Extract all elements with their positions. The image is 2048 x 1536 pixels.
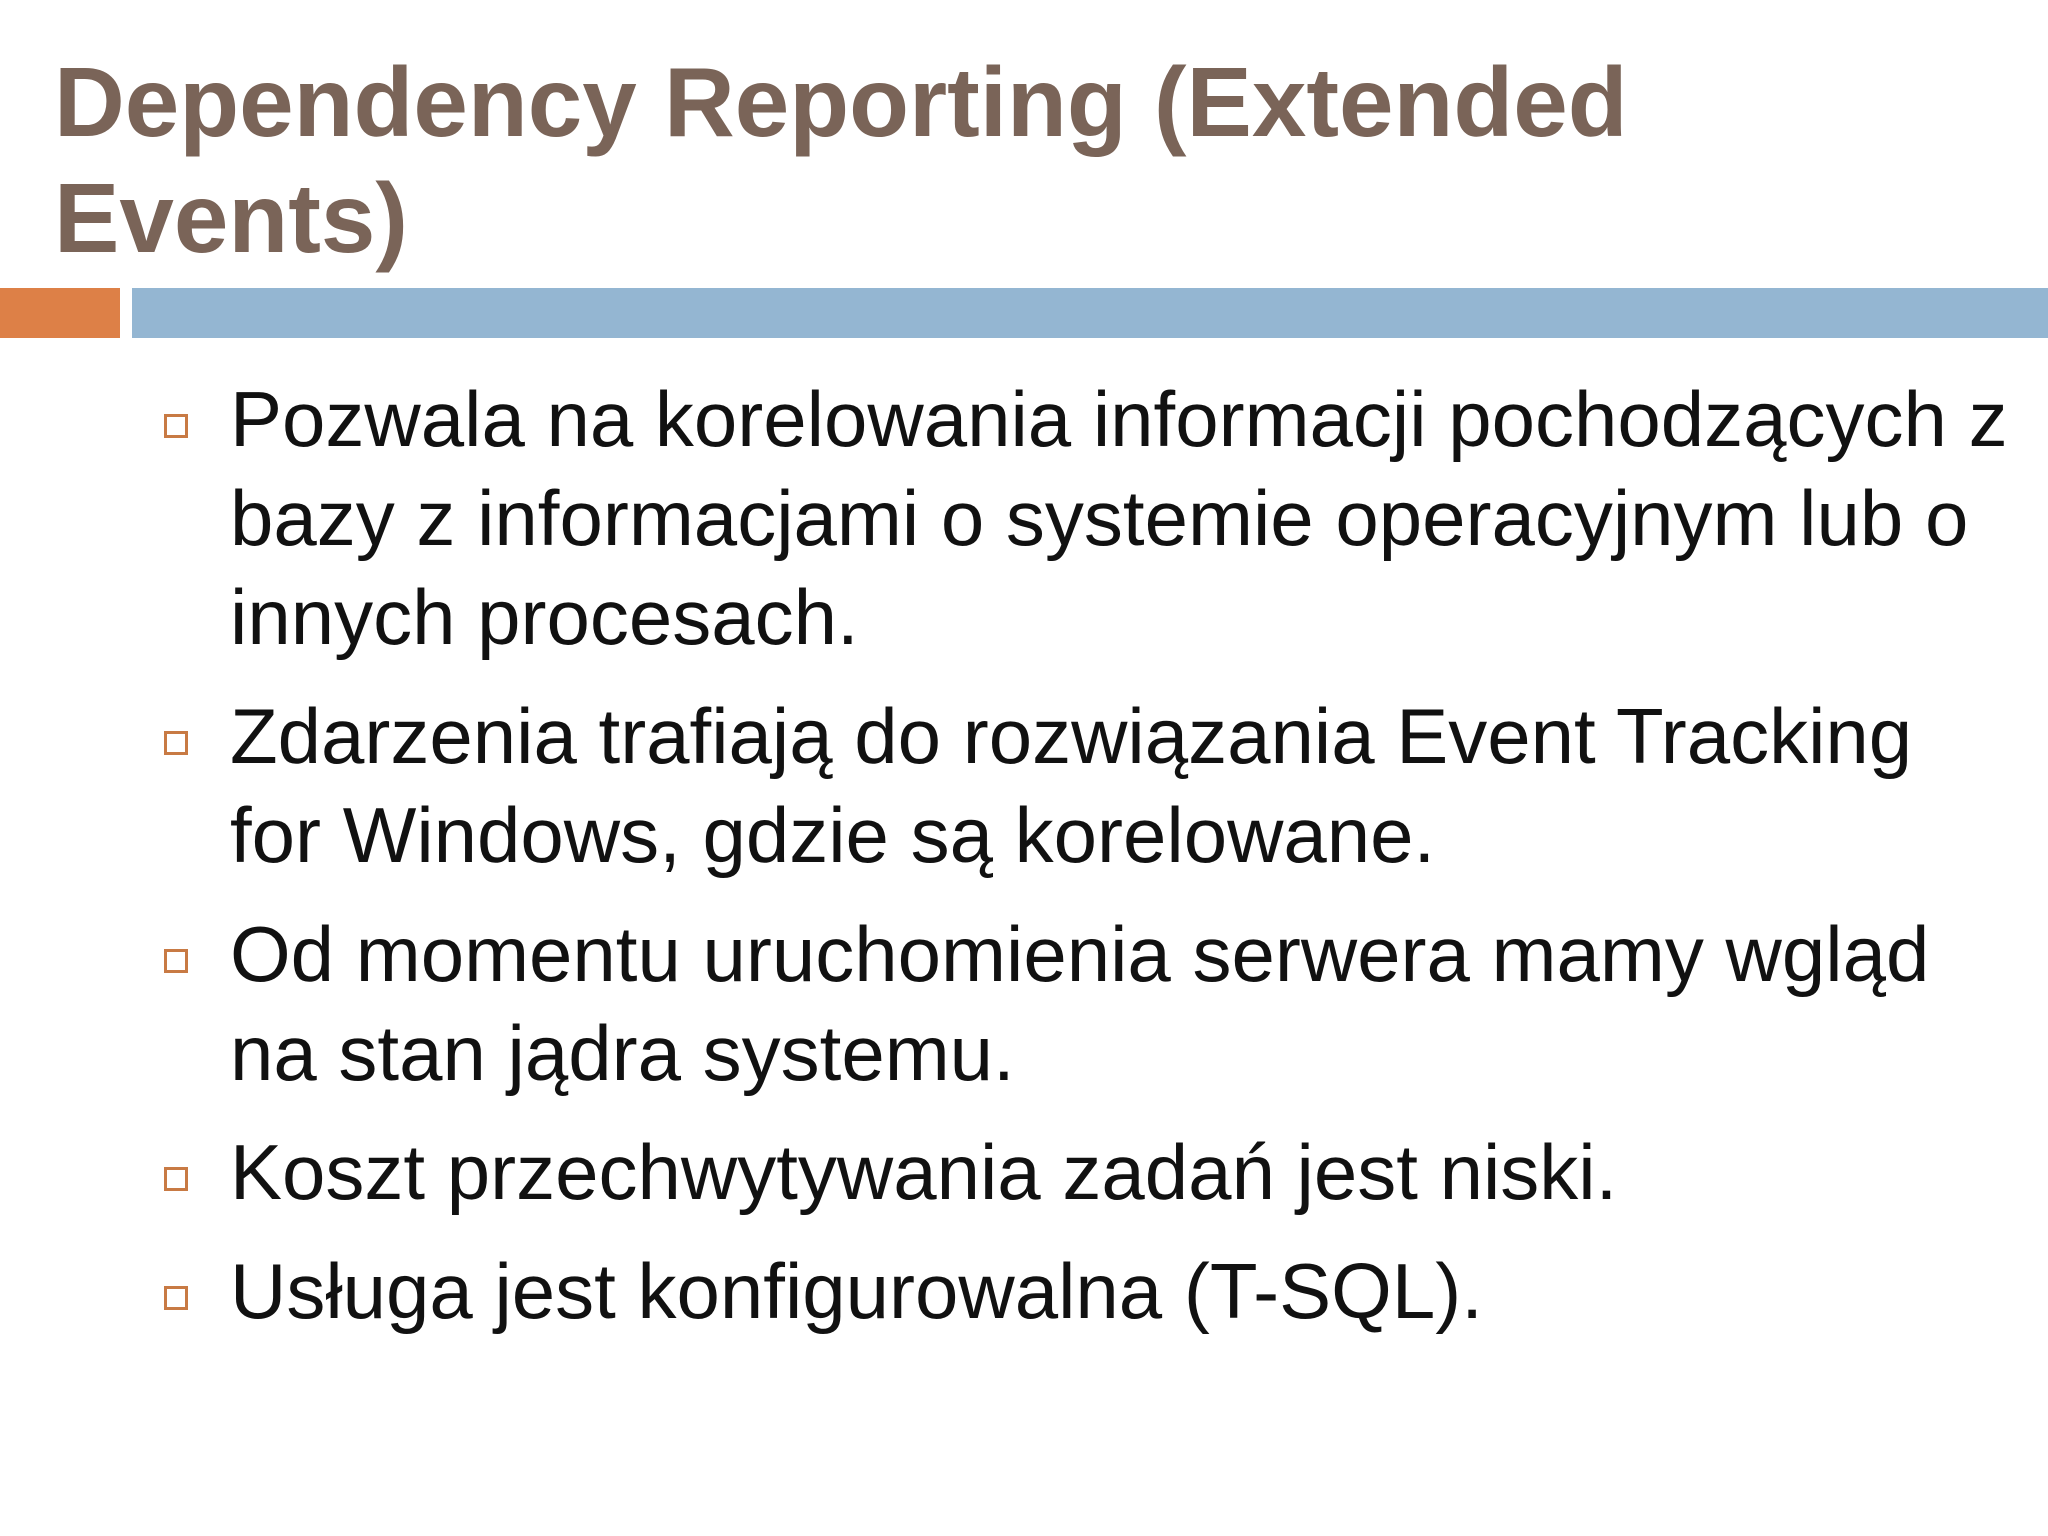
bullet-text: Usługa jest konfigurowalna (T-SQL).: [230, 1247, 1483, 1335]
bullet-item: [160, 905, 2020, 1103]
slide-title: Dependency Reporting (Extended Events): [54, 47, 1628, 273]
bullet-text: Pozwala na korelowania informacji pochodzących z bazy z informacjami o systemie operacyjnym lub o innych procesach.: [230, 375, 2008, 661]
hollow-square-icon: [164, 1286, 188, 1310]
bullet-list: [160, 370, 2020, 1361]
bullet-text: Zdarzenia trafiają do rozwiązania Event Tracking for Windows, gdzie są korelowane.: [230, 692, 1913, 879]
hollow-square-icon: [164, 1167, 188, 1191]
hollow-square-icon: [164, 414, 188, 438]
hollow-square-icon: [164, 949, 188, 973]
bullet-item: [160, 370, 2020, 667]
bullet-text: Od momentu uruchomienia serwera mamy wgląd na stan jądra systemu.: [230, 910, 1930, 1097]
accent-bar-orange: [0, 288, 120, 338]
bullet-text: Koszt przechwytywania zadań jest niski.: [230, 1128, 1618, 1216]
hollow-square-icon: [164, 731, 188, 755]
bullet-item: [160, 1242, 2020, 1341]
accent-bar-blue: [132, 288, 2048, 338]
bullet-item: [160, 1123, 2020, 1222]
bullet-item: [160, 687, 2020, 885]
